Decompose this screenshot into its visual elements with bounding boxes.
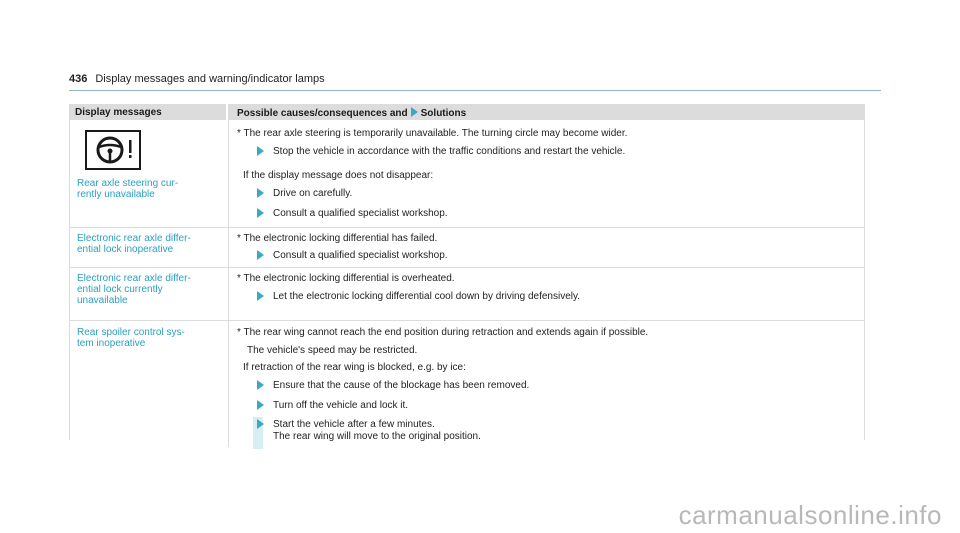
table-row: Rear axle steering cur- rently unavailable * The rear axle steering is temporarily unavailable. The turning circle may become wider. Stop the vehicle in accordance with the traffic conditions and restart the vehicle. If the display message does not disappear: Drive on carefully. Consult a qualified specialist workshop. — [69, 120, 865, 228]
table-header — [69, 104, 865, 120]
step-arrow-icon — [257, 146, 264, 156]
solution-arrow-icon — [411, 107, 418, 117]
message-differential-inoperative: Electronic rear axle differ- — [77, 233, 191, 244]
step-arrow-icon — [257, 380, 264, 390]
table-row: Electronic rear axle differ- ential lock inoperative * The electronic locking differential has failed. Consult a qualified specialist workshop. — [69, 228, 865, 268]
steering-wheel-warning-icon — [85, 130, 141, 170]
step-arrow-icon — [257, 188, 264, 198]
watermark: carmanualsonline.info — [678, 500, 942, 530]
display-messages-table — [69, 104, 865, 447]
message-rear-axle-steering: Rear axle steering cur- — [77, 178, 179, 189]
message-rear-spoiler: Rear spoiler control sys- — [77, 327, 185, 338]
step-arrow-icon — [257, 208, 264, 218]
page-number: 436 — [69, 73, 88, 85]
col-header-causes-solutions: Possible causes/consequences and Solutions — [237, 108, 467, 119]
table-row: Rear spoiler control sys- tem inoperative * The rear wing cannot reach the end position during retraction and extends again if possible. The vehicle's speed may be restricted. If retraction of the rear wing is blocked, e.g. by ice: Ensure that the cause of the blockage has been removed. Turn off the vehicle and lock it. Start the vehicle after a few minutes. The rear wing will move to the original position. — [69, 321, 865, 447]
table-row: Electronic rear axle differ- ential lock currently unavailable * The electronic locking differential is overheated. Let the electronic locking differential cool down by driving defensively. — [69, 268, 865, 321]
message-differential-unavailable: Electronic rear axle differ- — [77, 273, 191, 284]
col-header-display-messages: Display messages — [69, 104, 228, 120]
step-arrow-icon — [257, 250, 264, 260]
header-rule — [69, 90, 881, 91]
step-arrow-icon — [257, 291, 264, 301]
step-arrow-icon — [257, 419, 264, 429]
page-header — [69, 73, 325, 85]
step-arrow-icon — [257, 400, 264, 410]
page-header-title: Display messages and warning/indicator lamps — [95, 73, 325, 85]
